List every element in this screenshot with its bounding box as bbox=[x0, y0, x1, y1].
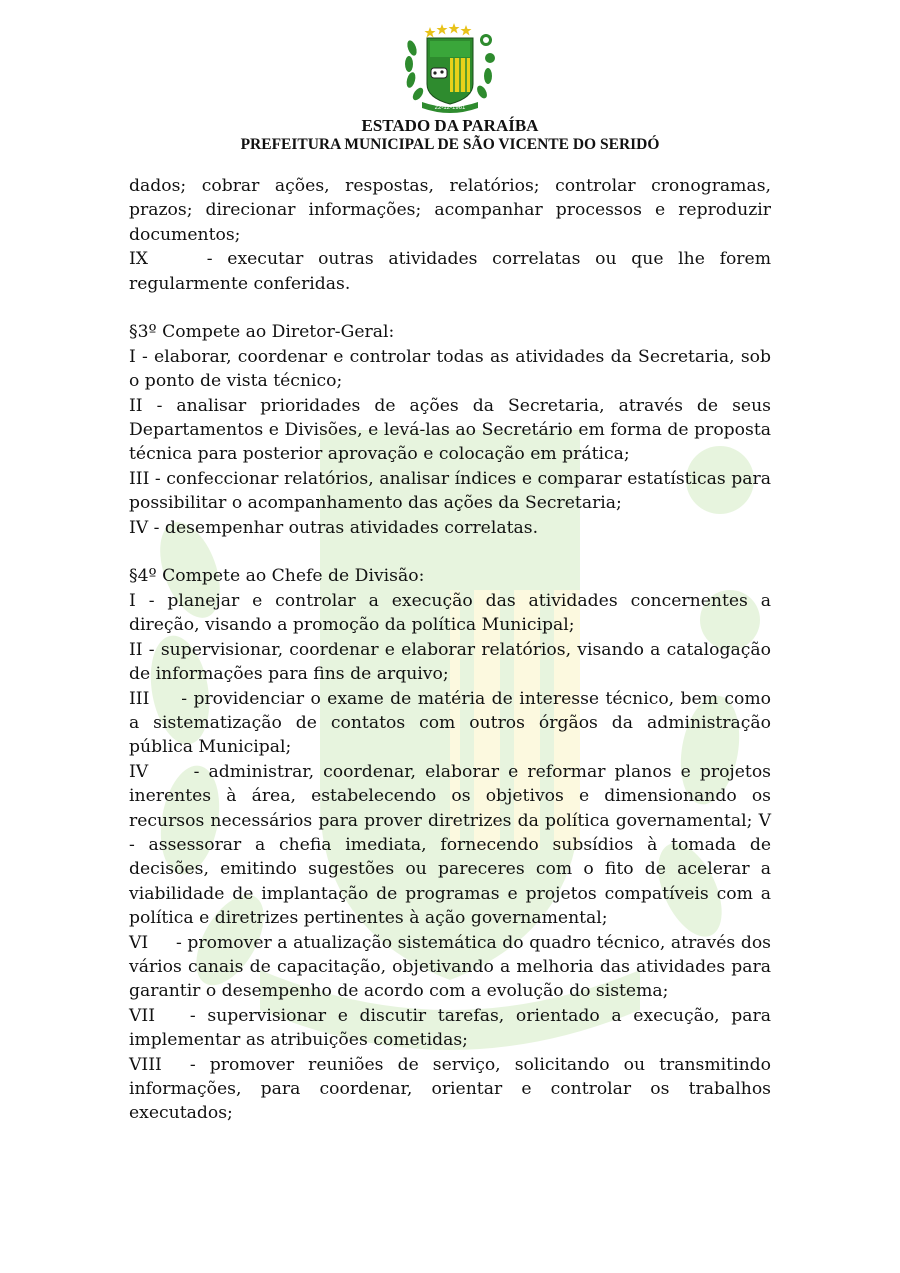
section-3-item-iii: III - confeccionar relatórios, analisar índices e comparar estatísticas para possibilitar o acompanhamento das ações da Secretaria; bbox=[129, 468, 771, 514]
document-header bbox=[0, 18, 900, 154]
state-heading: ESTADO DA PARAÍBA bbox=[361, 116, 539, 135]
section-4-item-viii: VIII - promover reuniões de serviço, solicitando ou transmitindo informações, para coordenar, orientar e controlar os trabalhos executados; bbox=[129, 1054, 771, 1124]
section-4-item-iii: III - providenciar o exame de matéria de interesse técnico, bem como a sistematização de contatos com outros órgãos da administração pública Municipal; bbox=[129, 688, 771, 758]
section-4-item-vi: VI - promover a atualização sistemática do quadro técnico, através dos vários canais de capacitação, objetivando a melhoria das atividades para garantir o desempenho de acordo com a evolução do sistema; bbox=[129, 932, 771, 1002]
paragraph-gap bbox=[129, 540, 771, 564]
item-ix: IX - executar outras atividades correlatas ou que lhe forem regularmente conferidas. bbox=[129, 249, 771, 294]
section-4-item-vii: VII - supervisionar e discutir tarefas, orientado a execução, para implementar as atribuições cometidas; bbox=[129, 1005, 771, 1051]
crest-stars bbox=[425, 23, 472, 38]
section-3-item-ii: II - analisar prioridades de ações da Secretaria, através de seus Departamentos e Divisões, e levá-las ao Secretário em forma de proposta técnica para posterior aprovação e colocação em prática; bbox=[129, 395, 771, 465]
paragraph-gap bbox=[129, 296, 771, 320]
section-3-item-iv: IV - desempenhar outras atividades correlatas. bbox=[129, 517, 539, 538]
paragraph-continuation: dados; cobrar ações, respostas, relatórios; controlar cronogramas, prazos; direcionar informações; acompanhar processos e reproduzir documentos; bbox=[129, 176, 771, 245]
section-4-item-ii: II - supervisionar, coordenar e elaborar relatórios, visando a catalogação de informações para fins de arquivo; bbox=[129, 639, 771, 685]
document-body bbox=[129, 174, 771, 1126]
section-3-item-i: I - elaborar, coordenar e controlar todas as atividades da Secretaria, sob o ponto de vista técnico; bbox=[129, 346, 771, 392]
section-4-title: §4º Compete ao Chefe de Divisão: bbox=[129, 566, 425, 587]
section-4-item-iv: IV - administrar, coordenar, elaborar e reformar planos e projetos inerentes à área, estabelecendo os objetivos e dimensionando os recursos necessários para prover diretrizes da política governamental; V - assessorar a chefia imediata, fornecendo subsídios à tomada de decisões, emitindo sugestões ou pareceres com o fito de acelerar a viabilidade de implantação de programas e projetos compatíveis com a política e diretrizes pertinentes à ação governamental; bbox=[129, 761, 771, 929]
crest-left-branch bbox=[405, 39, 425, 102]
section-4-item-i: I - planejar e controlar a execução das atividades concernentes a direção, visando a promoção da política Municipal; bbox=[129, 590, 771, 636]
crest-shield bbox=[427, 38, 473, 104]
crest-date-text: 22-12-1961 bbox=[434, 105, 466, 111]
section-3-title: §3º Compete ao Diretor-Geral: bbox=[129, 322, 395, 343]
crest-right-branch bbox=[475, 34, 495, 100]
prefecture-heading: PREFEITURA MUNICIPAL DE SÃO VICENTE DO SERIDÓ bbox=[240, 136, 660, 153]
municipal-crest-icon bbox=[400, 18, 500, 114]
